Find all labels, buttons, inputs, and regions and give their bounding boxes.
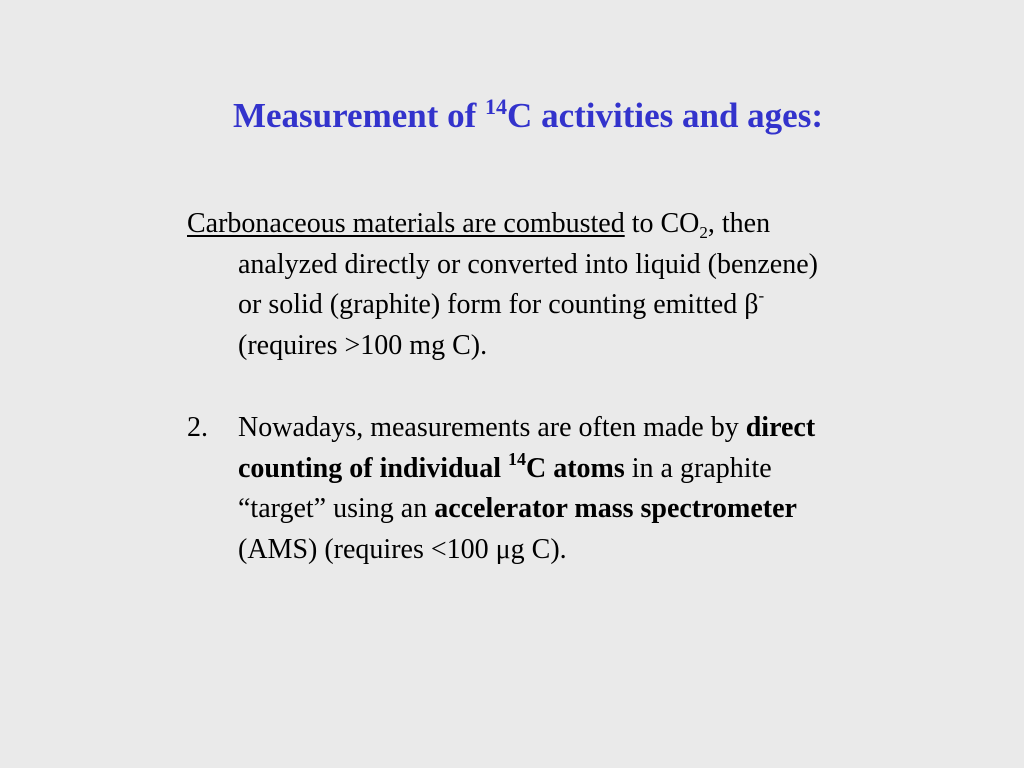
subscript-2: 2 [699, 223, 708, 242]
item2-line-2 [187, 449, 967, 490]
item2-line-1 [187, 408, 967, 449]
item1-line-3-text: or solid (graphite) form for counting emitted β [238, 289, 759, 320]
list-item-combustion [187, 204, 967, 366]
title-text-post: C activities and ages: [507, 96, 823, 135]
item2-line-3 [187, 489, 967, 530]
item1-line-2: analyzed directly or converted into liquid (benzene) [238, 248, 818, 280]
item1-line-3 [187, 285, 967, 326]
item1-text-a: to CO [624, 208, 700, 239]
title-superscript-14: 14 [485, 94, 508, 119]
beta-superscript-minus: - [758, 286, 765, 305]
bold-counting-post: C atoms [525, 452, 625, 484]
list-item-ams [187, 408, 967, 570]
bold-ams: accelerator mass spectrometer [434, 493, 797, 524]
item2-line-4: (AMS) (requires <100 μg C). [238, 533, 567, 565]
item1-line-1 [187, 204, 967, 245]
item1-line-4: (requires >100 mg C). [238, 329, 488, 361]
title-text-pre: Measurement of [232, 96, 486, 135]
item1-text-b: , then [707, 208, 771, 239]
underlined-phrase: Carbonaceous materials are combusted [187, 208, 625, 239]
item2-text-3: “target” using an [238, 493, 435, 524]
list-number: 2. [187, 412, 208, 443]
item2-text-1: Nowadays, measurements are often made by [238, 412, 746, 443]
slide-title [0, 94, 1024, 138]
bold-counting [238, 448, 625, 484]
bold-counting-pre: counting of individual [238, 452, 508, 484]
item2-text-2: in a graphite [624, 452, 772, 484]
superscript-14: 14 [507, 448, 526, 469]
bold-direct: direct [745, 412, 816, 443]
